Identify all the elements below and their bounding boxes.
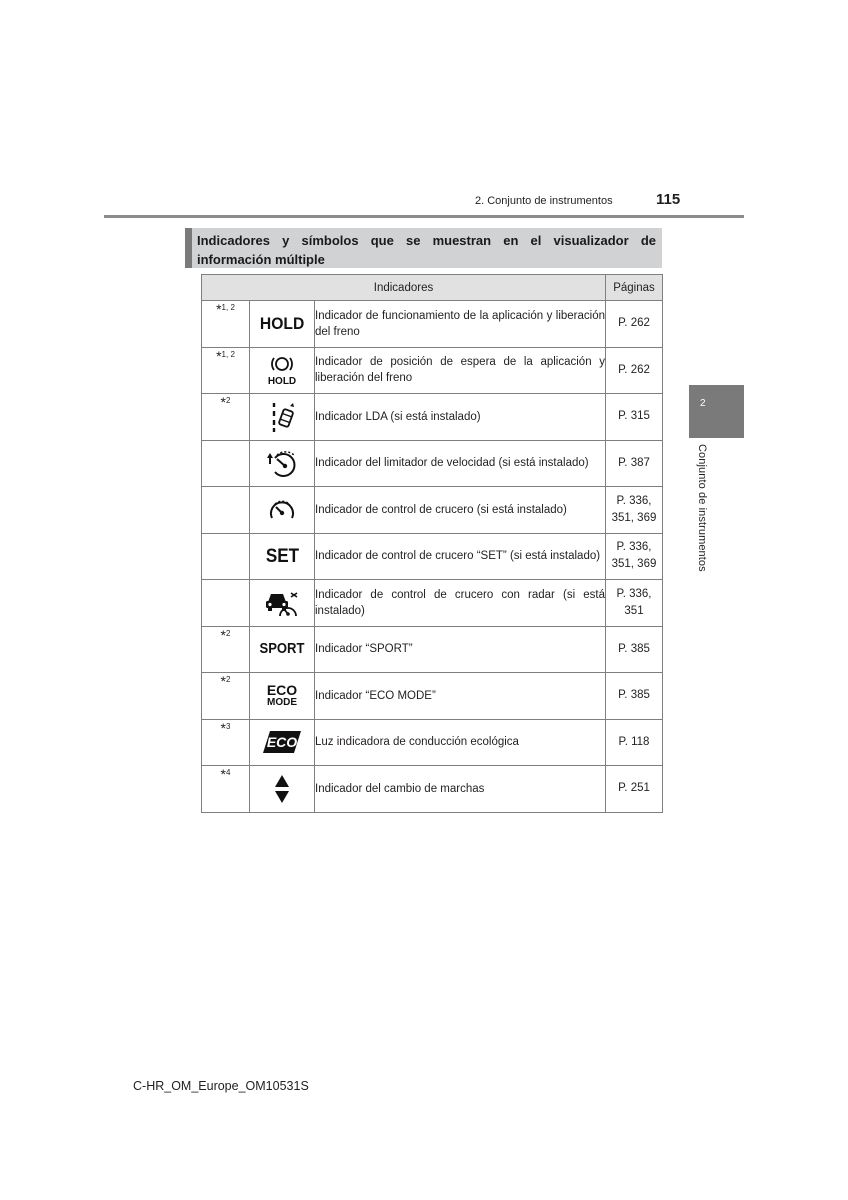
page-reference: P. 387 [606,440,663,487]
indicator-description: Indicador del cambio de marchas [315,766,606,813]
table-row [202,766,663,813]
footnote-mark: *$^3$ [202,719,250,766]
svg-text:HOLD: HOLD [267,376,297,387]
table-row [202,673,663,720]
table-row [202,719,663,766]
brake-hold-standby-icon [250,347,315,394]
page-reference: P. 385 [606,626,663,673]
page-reference: P. 118 [606,719,663,766]
hold-text-icon: HOLD [250,301,315,348]
table-row [202,347,663,394]
chapter-tab-title: Conjunto de instrumentos [696,444,708,572]
indicator-description: Luz indicadora de conducción ecológica [315,719,606,766]
footnote-mark: *$^{1, 2}$ [202,347,250,394]
lda-lane-departure-icon [250,394,315,441]
footnote-mark: *$^2$ [202,626,250,673]
indicator-description: Indicador de funcionamiento de la aplicación y liberación del freno [315,301,606,348]
table-row [202,533,663,580]
section-title: Indicadores y símbolos que se muestran en el visualizador de información múltiple [185,228,662,268]
footnote-mark [202,533,250,580]
indicators-table [201,274,663,813]
table-row [202,626,663,673]
page-reference: P. 336, 351, 369 [606,487,663,534]
indicator-description: Indicador de posición de espera de la aplicación y liberación del freno [315,347,606,394]
header-pages: Páginas [606,275,663,301]
indicator-description: Indicador de control de crucero (si está instalado) [315,487,606,534]
page-reference: P. 315 [606,394,663,441]
running-header-section: 2. Conjunto de instrumentos [475,195,613,207]
indicator-description: Indicador LDA (si está instalado) [315,394,606,441]
page-reference: P. 336, 351, 369 [606,533,663,580]
table-row [202,301,663,348]
page-reference: P. 336, 351 [606,580,663,627]
indicator-description: Indicador “ECO MODE” [315,673,606,720]
document-code-footer: C-HR_OM_Europe_OM10531S [133,1079,309,1093]
page-number: 115 [656,191,681,208]
page-reference: P. 251 [606,766,663,813]
table-row [202,580,663,627]
footnote-mark: *$^2$ [202,394,250,441]
indicator-description: Indicador de control de crucero “SET” (si está instalado) [315,533,606,580]
table-header-row [202,275,663,301]
eco-driving-indicator-icon [250,719,315,766]
page-reference: P. 385 [606,673,663,720]
footnote-mark [202,440,250,487]
footnote-mark [202,580,250,627]
chapter-tab [689,385,744,438]
table-row [202,487,663,534]
indicator-description: Indicador “SPORT” [315,626,606,673]
header-rule-divider [104,215,744,218]
indicator-description: Indicador del limitador de velocidad (si está instalado) [315,440,606,487]
page-reference: P. 262 [606,347,663,394]
speed-limiter-icon [250,440,315,487]
set-text-icon: SET [250,533,315,580]
eco-mode-text-icon: ECO MODE [250,673,315,720]
footnote-mark: *$^{1, 2}$ [202,301,250,348]
footnote-mark: *$^2$ [202,673,250,720]
radar-cruise-control-icon [250,580,315,627]
sport-text-icon: SPORT [250,626,315,673]
table-row [202,394,663,441]
page-reference: P. 262 [606,301,663,348]
cruise-control-icon [250,487,315,534]
footnote-mark [202,487,250,534]
table-row [202,440,663,487]
footnote-mark: *$^4$ [202,766,250,813]
indicator-description: Indicador de control de crucero con radar (si está instalado) [315,580,606,627]
header-indicators: Indicadores [202,275,606,301]
shift-up-down-arrows-icon [250,766,315,813]
chapter-tab-number: 2 [700,398,706,409]
svg-text:ECO: ECO [266,734,298,751]
